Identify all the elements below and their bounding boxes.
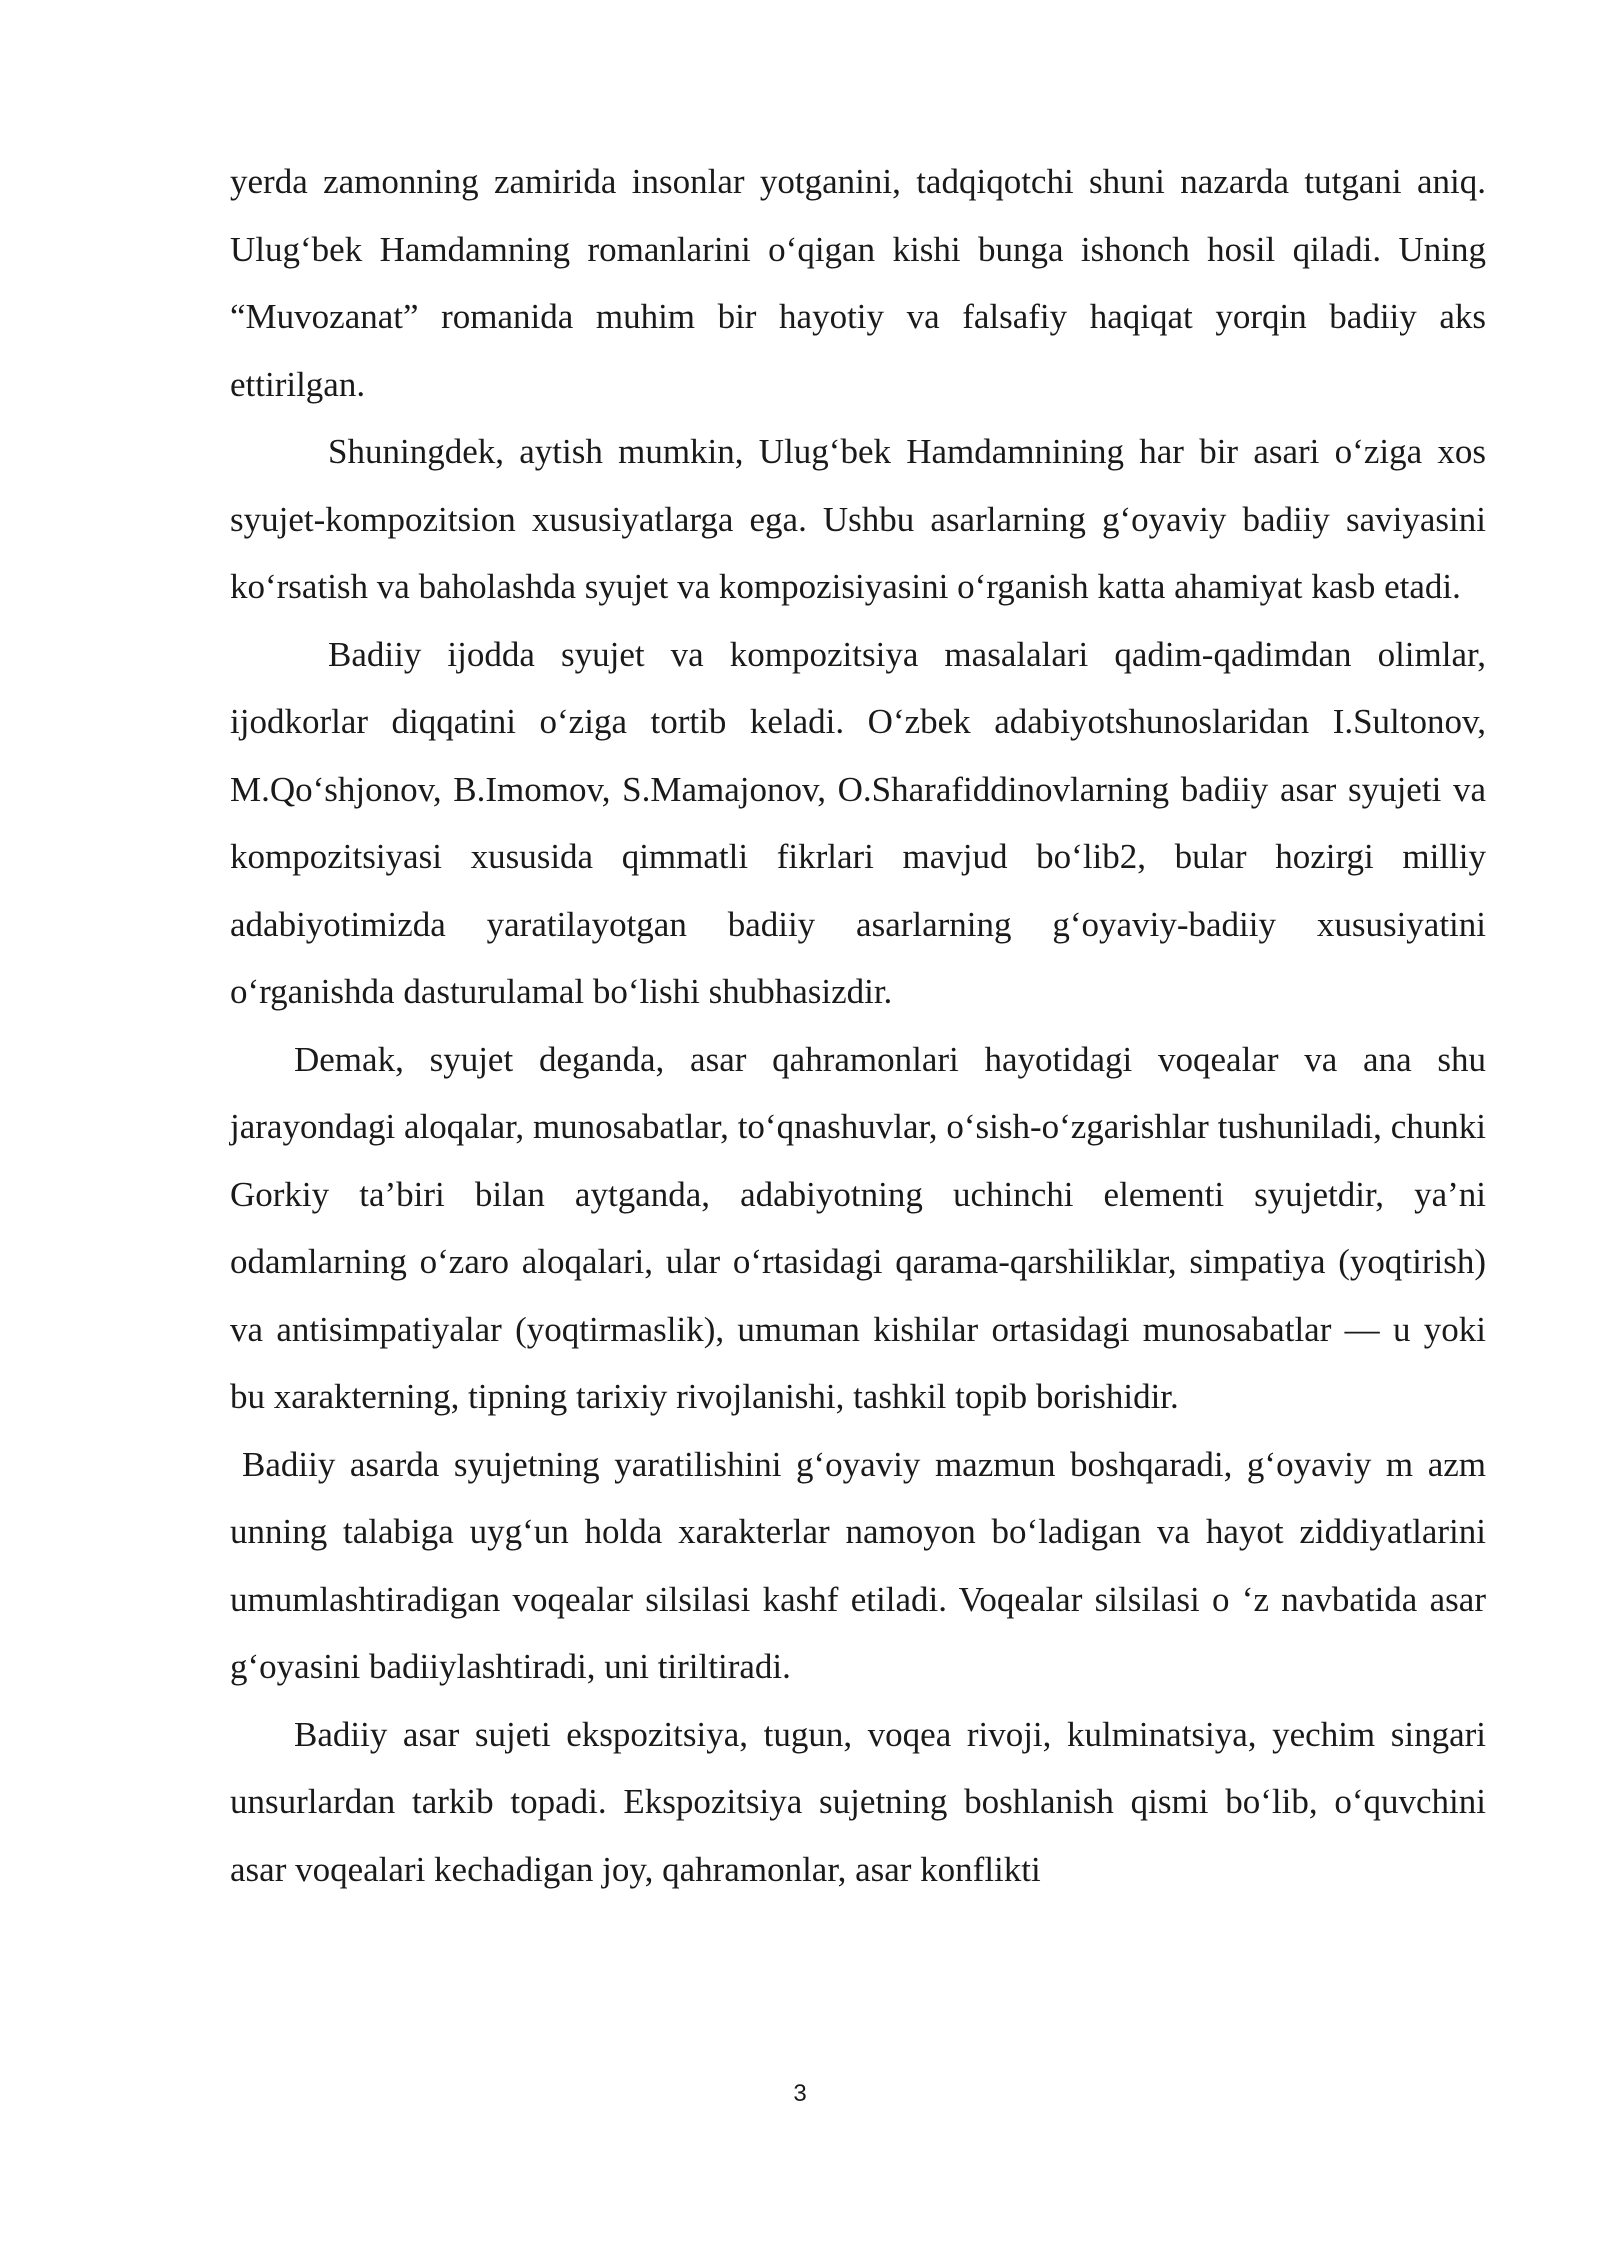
paragraph-1: yerda zamonning zamirida insonlar yotganini, tadqiqotchi shuni nazarda tutgani aniq. Ulug‘bek Hamdamning romanlarini o‘qigan kishi bunga ishonch hosil qiladi. Uning “Muvozanat” romanida muhim bir hayotiy va falsafiy haqiqat yorqin badiiy aks ettirilgan. <box>230 162 1486 404</box>
paragraph-4: Demak, syujet deganda, asar qahramonlari hayotidagi voqealar va ana shu jarayondagi aloqalar, munosabatlar, to‘qnashuvlar, o‘sish-o‘zgarishlar tushuniladi, chunki Gorkiy ta’biri bilan aytganda, adabiyotning uchinchi elementi syujetdir, ya’ni odamlarning o‘zaro aloqalari, ular o‘rtasidagi qarama-qarshiliklar, simpatiya (yoqtirish) va antisimpatiyalar (yoqtirmaslik), umuman kishilar ortasidagi munosabatlar — u yoki bu xarakterning, tipning tarixiy rivojlanishi, tashkil topib borishidir. <box>230 1039 1486 1416</box>
paragraph-3: Badiiy ijodda syujet va kompozitsiya masalalari qadim-qadimdan olimlar, ijodkorlar diqqatini o‘ziga tortib keladi. O‘zbek adabiyotshunoslaridan I.Sultonov, M.Qo‘shjonov, B.Imomov, S.Mamajonov, O.Sharafiddinovlarning badiiy asar syujeti va kompozitsiyasi xususida qimmatli fikrlari mavjud bo‘lib2, bular hozirgi milliy adabiyotimizda yaratilayotgan badiiy asarlarning g‘oyaviy-badiiy xususiyatini o‘rganishda dasturulamal bo‘lishi shubhasizdir. <box>230 634 1486 1011</box>
body-text <box>230 148 1486 1903</box>
paragraph-2: Shuningdek, aytish mumkin, Ulug‘bek Hamdamnining har bir asari o‘ziga xos syujet-kompozitsion xususiyatlarga ega. Ushbu asarlarning g‘oyaviy badiiy saviyasini ko‘rsatish va baholashda syujet va kompozisiyasini o‘rganish katta ahamiyat kasb etadi. <box>230 432 1486 606</box>
paragraph-5: Badiiy asarda syujetning yaratilishini g‘oyaviy mazmun boshqaradi, g‘oyaviy m azm unning talabiga uyg‘un holda xarakterlar namoyon bo‘ladigan va hayot ziddiyatlarini umumlashtiradigan voqealar silsilasi kashf etiladi. Voqealar silsilasi o ‘z navbatida asar g‘oyasini badiiylashtiradi, uni tiriltiradi. <box>230 1444 1486 1686</box>
paragraph-6: Badiiy asar sujeti ekspozitsiya, tugun, voqea rivoji, kulminatsiya, yechim singari unsurlardan tarkib topadi. Ekspozitsiya sujetning boshlanish qismi bo‘lib, o‘quvchini asar voqealari kechadigan joy, qahramonlar, asar konflikti <box>230 1714 1486 1889</box>
page-number: 3 <box>793 2080 807 2107</box>
